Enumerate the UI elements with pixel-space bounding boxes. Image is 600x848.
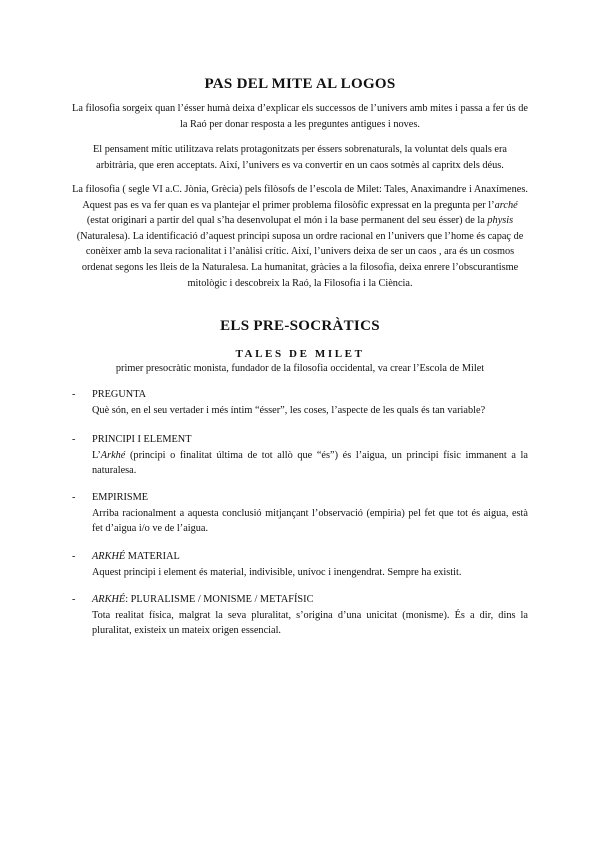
- paragraph-mythical-thought: El pensament mític utilitzava relats protagonitzats per éssers sobrenaturals, la voluntat dels quals era arbitrària, que eren acceptats. Així, l’univers es va convertir en un caos sotmès al capritx dels déus.: [92, 144, 508, 171]
- list-bullet: -: [72, 389, 76, 400]
- list-item-heading: ARKHÉ MATERIAL: [92, 551, 180, 562]
- paragraph-milesian-school: La filosofia ( segle VI a.C. Jònia, Grècia) pels filòsofs de l’escola de Milet: Tales, Anaximandre i Anaxímenes. Aquest pas es va fer quan es va plantejar el primer problema filosòfic expressat en la pregunta per l’arché (estat originari a partir del qual s’ha desenvolupat el món i la base permanent del seu ésser) de la physis (Naturalesa). La identificació d’aquest principi suposa un ordre racional en l’univers que l’home és capaç de conèixer amb la seva racionalitat i l’anàlisi crític. Així, l’univers deixa de ser un caos , ara és un cosmos ordenat segons les lleis de la Naturalesa. La humanitat, gràcies a la filosofia, deixa enrere l’obscurantisme mitològic i descobreix la Raó, la Filosofia i la Ciència.: [72, 184, 528, 289]
- subtitle-description: primer presocràtic monista, fundador de la filosofia occidental, va crear l’Escola de Milet: [115, 363, 485, 374]
- paragraph-origin-of-philosophy: La filosofia sorgeix quan l’ésser humà deixa d’explicar els successos de l’univers amb mites i passa a fer ús de la Raó per donar resposta a les preguntes antigues i noves.: [72, 103, 528, 130]
- list-bullet: -: [72, 594, 76, 605]
- subtitle-thales: TALES DE MILET: [235, 348, 365, 360]
- list-item-body: L’Arkhé (principi o finalitat última de tot allò que “és”) és l’aigua, un principi físic immanent a la naturalesa.: [92, 449, 528, 477]
- list-item-body: Aquest principi i element és material, indivisible, unívoc i inengendrat. Sempre ha existit.: [92, 566, 462, 578]
- section-title-presocratics: ELS PRE-SOCRÀTICS: [220, 318, 380, 334]
- list-bullet: -: [72, 434, 76, 445]
- list-item-heading: ARKHÉ: PLURALISME / MONISME / METAFÍSIC: [92, 594, 314, 605]
- section-title-myth-to-logos: PAS DEL MITE AL LOGOS: [204, 76, 396, 92]
- list-item-heading: PREGUNTA: [92, 389, 147, 400]
- list-item-body: Tota realitat física, malgrat la seva pluralitat, s’origina d’una unicitat (monisme). És a dir, dins la pluralitat, existeix un mateix origen essencial.: [92, 609, 528, 637]
- list-item-body: Arriba racionalment a aquesta conclusió mitjançant l’observació (empiria) pel fet que tot és aigua, està fet d’aigua i/o ve de l’aigua.: [92, 507, 528, 535]
- list-bullet: -: [72, 551, 76, 562]
- list-item-heading: PRINCIPI I ELEMENT: [92, 434, 192, 445]
- list-item-heading: EMPIRISME: [92, 492, 149, 503]
- list-bullet: -: [72, 492, 76, 503]
- list-item-body: Què són, en el seu vertader i més íntim “ésser”, les coses, l’aspecte de les quals és tan variable?: [92, 404, 486, 416]
